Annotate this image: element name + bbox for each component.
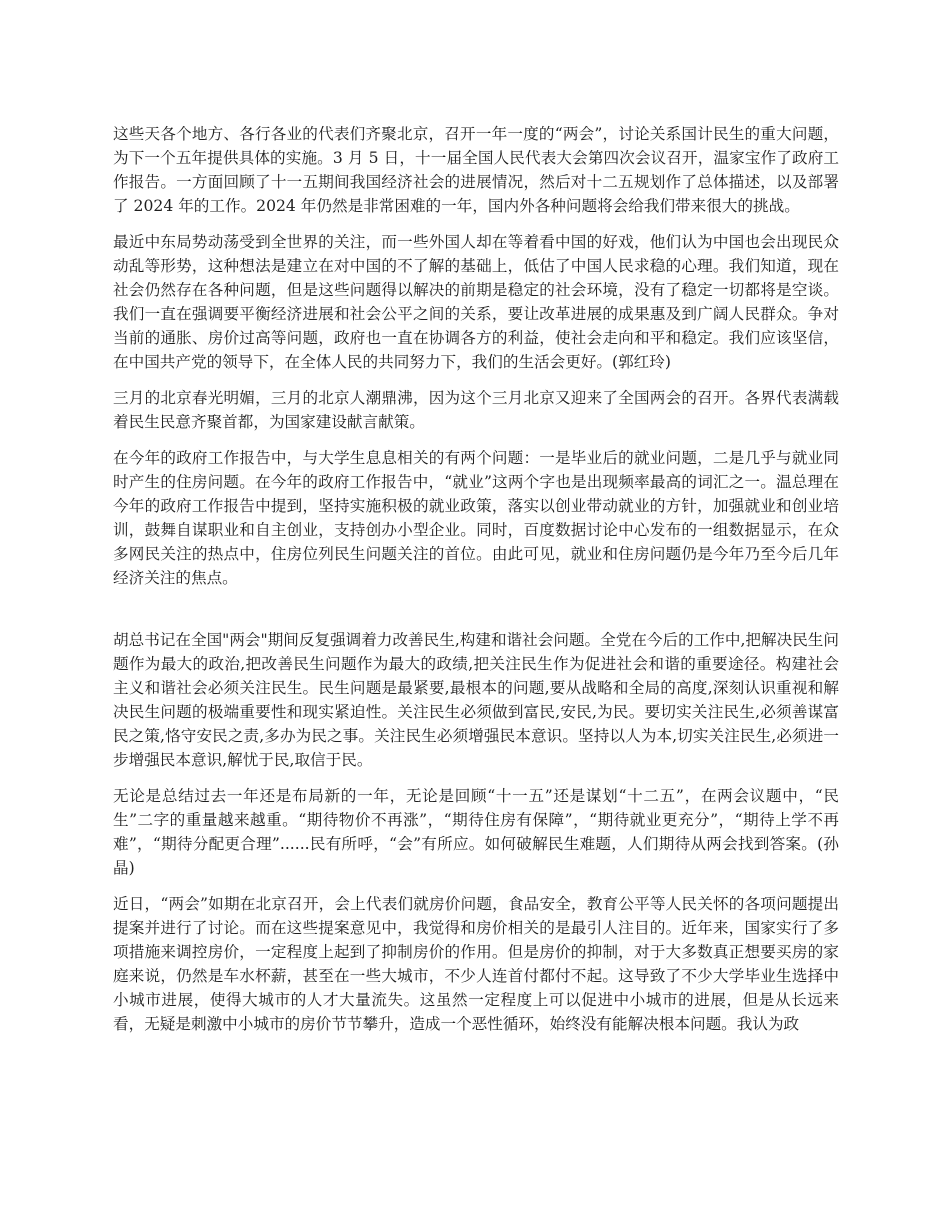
document-body (113, 122, 839, 1048)
paragraph-beijing-march: 三月的北京春光明媚，三月的北京人潮鼎沸，因为这个三月北京又迎来了全国两会的召开。各界代表满载着民生民意齐聚首都，为国家建设献言献策。 (113, 389, 839, 431)
paragraph-employment-housing: 在今年的政府工作报告中，与大学生息息相关的有两个问题：一是毕业后的就业问题，二是几乎与就业同时产生的住房问题。在今年的政府工作报告中，“就业”这两个字也是出现频率最高的词汇之一。温总理在今年的政府工作报告中提到，坚持实施积极的就业政策，落实以创业带动就业的方针，加强就业和创业培训，鼓舞自谋职业和自主创业，支持创办小型企业。同时，百度数据讨论中心发布的一组数据显示，在众多网民关注的热点中，住房位列民生问题关注的首位。由此可见，就业和住房问题仍是今年乃至今后几年经济关注的焦点。 (113, 449, 839, 587)
paragraph-expectations: 无论是总结过去一年还是布局新的一年，无论是回顾“十一五”还是谋划“十二五”，在两会议题中，“民生”二字的重量越来越重。“期待物价不再涨”，“期待住房有保障”，“期待就业更充分”，“期待上学不再难”，“期待分配更合理”......民有所呼，“会”有所应。如何破解民生难题，人们期待从两会找到答案。(孙晶) (113, 787, 839, 877)
paragraph-middle-east-stability: 最近中东局势动荡受到全世界的关注，而一些外国人却在等着看中国的好戏，他们认为中国也会出现民众动乱等形势，这种想法是建立在对中国的不了解的基础上，低估了中国人民求稳的心理。我们知道，现在社会仍然存在各种问题，但是这些问题得以解决的前期是稳定的社会环境，没有了稳定一切都将是空谈。我们一直在强调要平衡经济进展和社会公平之间的关系，要让改革进展的成果惠及到广阔人民群众。争对当前的通胀、房价过高等问题，政府也一直在协调各方的利益，使社会走向和平和稳定。我们应该坚信，在中国共产党的领导下，在全体人民的共同努力下，我们的生活会更好。(郭红玲) (113, 233, 839, 371)
paragraph-peoples-livelihood: 胡总书记在全国"两会"期间反复强调着力改善民生,构建和谐社会问题。全党在今后的工作中,把解决民生问题作为最大的政治,把改善民生问题作为最大的政绩,把关注民生作为促进社会和谐的重要途径。构建社会主义和谐社会必须关注民生。民生问题是最紧要,最根本的问题,要从战略和全局的高度,深刻认识重视和解决民生问题的极端重要性和现实紧迫性。关注民生必须做到富民,安民,为民。要切实关注民生,必须善谋富民之策,恪守安民之责,多办为民之事。关注民生必须增强民本意识。坚持以人为本,切实关注民生,必须进一步增强民本意识,解忧于民,取信于民。 (113, 631, 839, 769)
paragraph-two-sessions-intro: 这些天各个地方、各行各业的代表们齐聚北京，召开一年一度的“两会”，讨论关系国计民生的重大问题，为下一个五年提供具体的实施。3 月 5 日，十一届全国人民代表大会第四次会议召开，温家宝作了政府工作报告。一方面回顾了十一五期间我国经济社会的进展情况，然后对十二五规划作了总体描述，以及部署了 2024 年的工作。2024 年仍然是非常困难的一年，国内外各种问题将会给我们带来很大的挑战。 (113, 125, 839, 215)
paragraph-housing-prices: 近日，“两会”如期在北京召开，会上代表们就房价问题，食品安全，教育公平等人民关怀的各项问题提出提案并进行了讨论。而在这些提案意见中，我觉得和房价相关的是最引人注目的。近年来，国家实行了多项措施来调控房价，一定程度上起到了抑制房价的作用。但是房价的抑制，对于大多数真正想要买房的家庭来说，仍然是车水杯薪，甚至在一些大城市，不少人连首付都付不起。这导致了不少大学毕业生选择中小城市进展，使得大城市的人才大量流失。这虽然一定程度上可以促进中小城市的进展，但是从长远来看，无疑是刺激中小城市的房价节节攀升，造成一个恶性循环，始终没有能解决根本问题。我认为政 (113, 895, 839, 1033)
